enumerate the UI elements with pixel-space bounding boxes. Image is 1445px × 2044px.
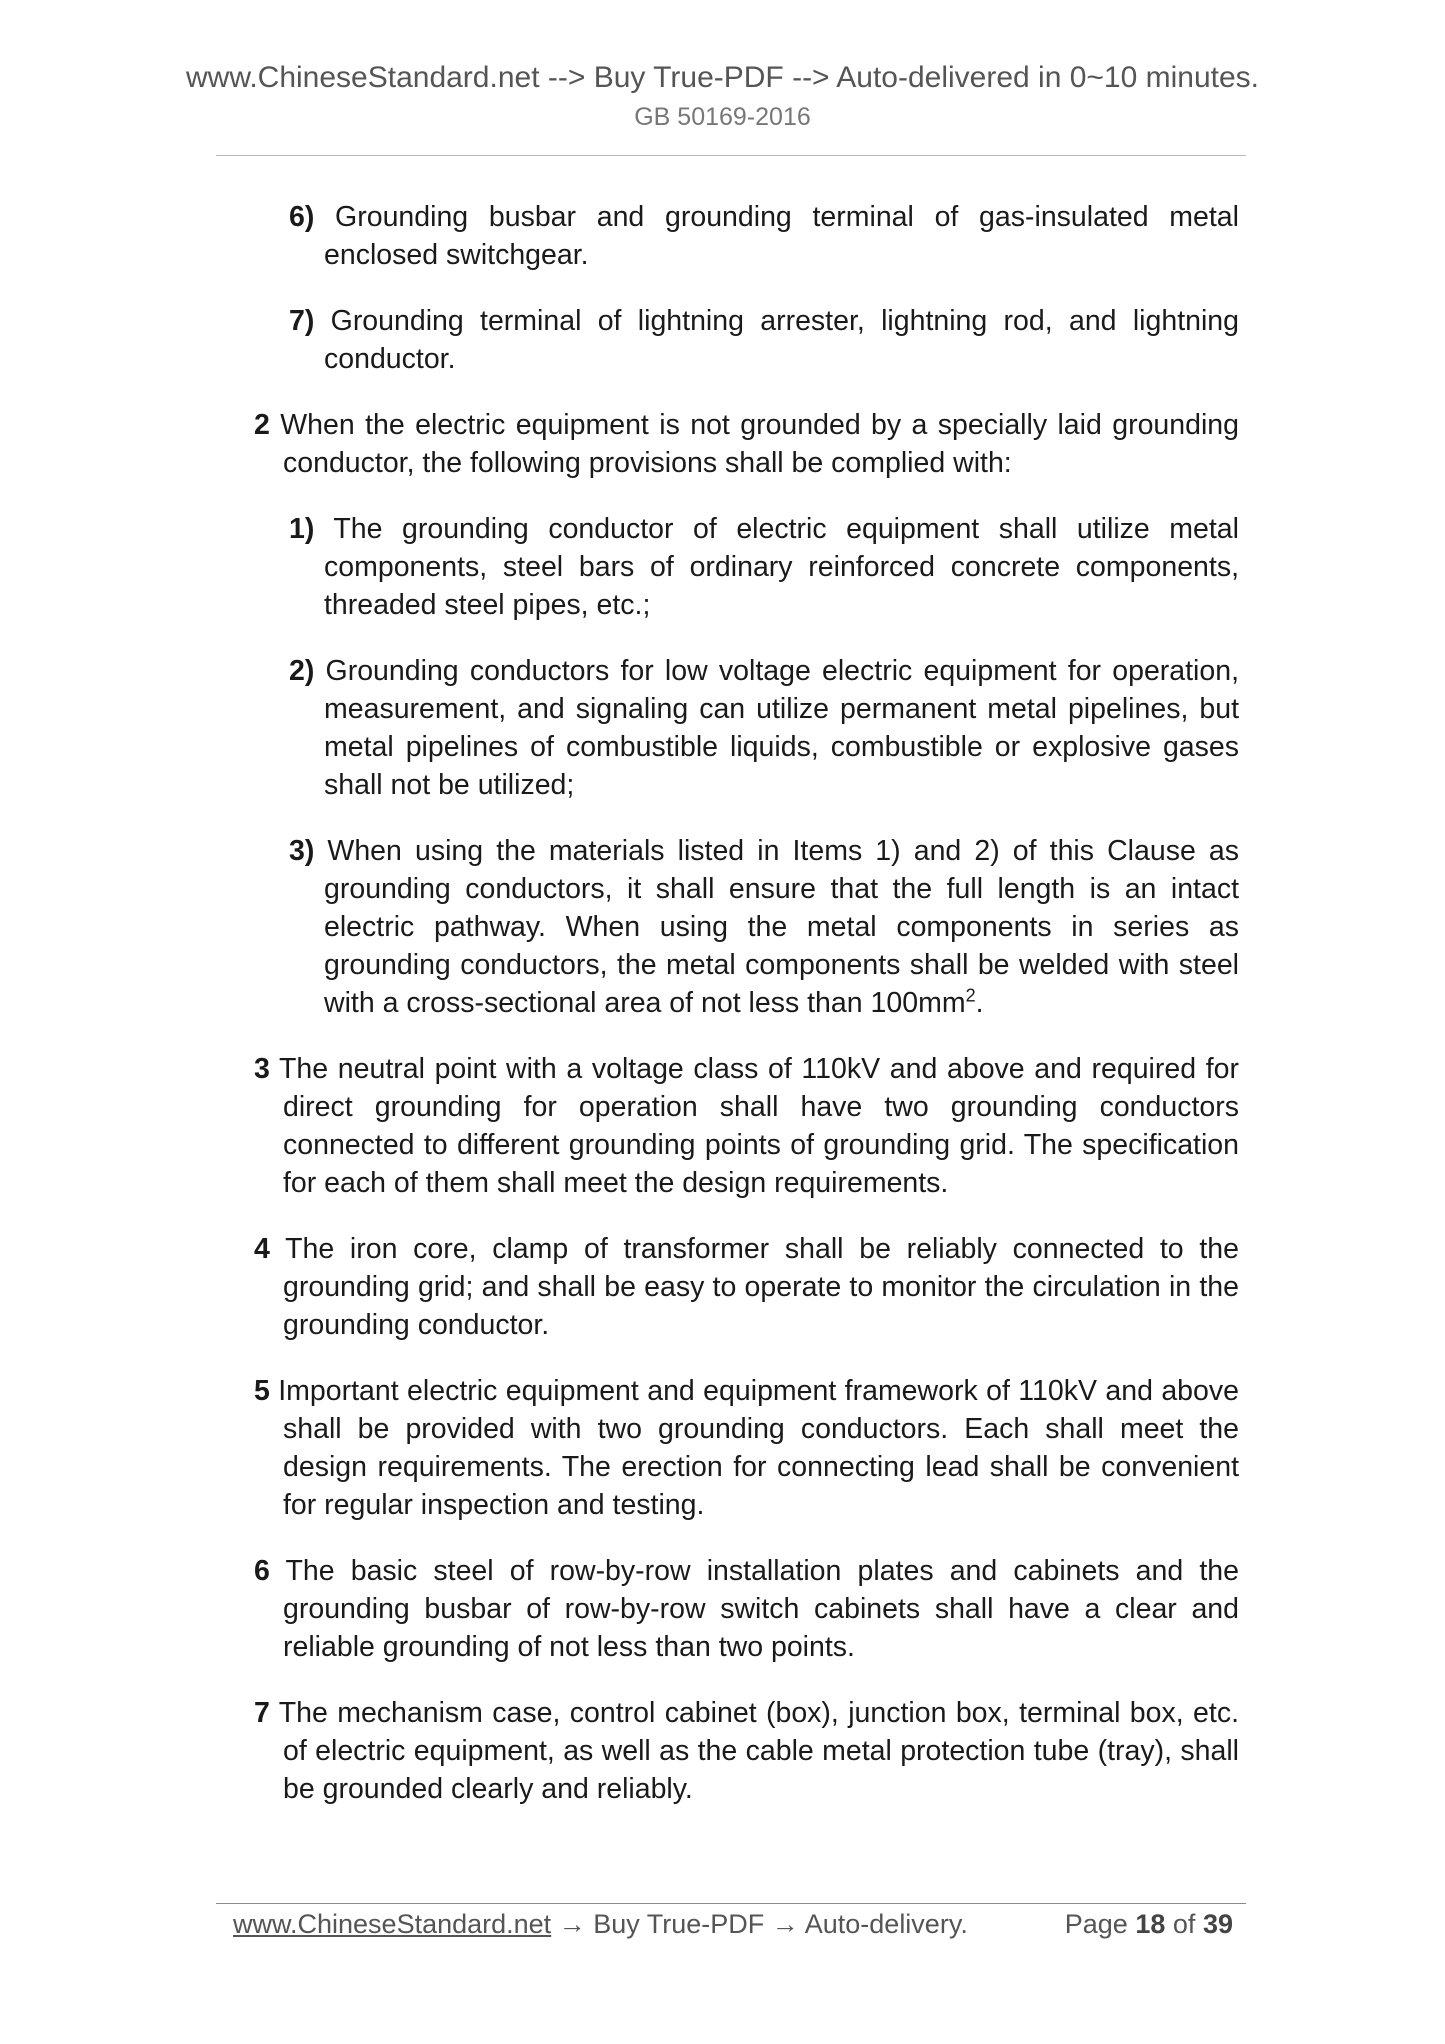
clause-number: 7 <box>254 1697 270 1729</box>
clause-text: The iron core, clamp of transformer shall be reliably connected to the grounding grid; and shall be easy to operate to monitor the circulation in the grounding conductor. <box>269 1233 1239 1341</box>
footer-divider <box>216 1903 1246 1904</box>
page-indicator <box>1065 1906 1233 1942</box>
clause-number: 2 <box>254 409 270 441</box>
list-item-2-metal-pipelines <box>289 652 1239 804</box>
item-text: Grounding terminal of lightning arrester, lightning rod, and lightning conductor. <box>314 305 1239 375</box>
item-number: 6) <box>289 201 315 233</box>
clause-number: 4 <box>254 1233 270 1265</box>
clause-number: 3 <box>254 1053 270 1085</box>
clause-6 <box>254 1552 1239 1666</box>
header-banner: www.ChineseStandard.net --> Buy True-PDF --> Auto-delivered in 0~10 minutes. <box>185 61 1260 94</box>
item-number: 7) <box>289 305 315 337</box>
page-footer <box>233 1906 1233 1946</box>
item-number: 3) <box>289 835 315 867</box>
footer-site-link[interactable]: www.ChineseStandard.net <box>233 1909 552 1939</box>
item-text-tail: . <box>975 987 984 1019</box>
footer-left <box>233 1906 968 1942</box>
footer-tagline: → Buy True-PDF → Auto-delivery. <box>551 1909 968 1939</box>
clause-3 <box>254 1050 1239 1202</box>
page-total: 39 <box>1202 1909 1233 1939</box>
clause-text: The neutral point with a voltage class of 110kV and above and required for direct grounding for operation shall have two grounding conductors connected to different grounding points of grounding grid. The specification for each of them shall meet the design requirements. <box>269 1053 1239 1199</box>
page-header <box>0 58 1445 134</box>
clause-text: The mechanism case, control cabinet (box), junction box, terminal box, etc. of electric equipment, as well as the cable metal protection tube (tray), shall be grounded clearly and reliably. <box>269 1697 1239 1805</box>
list-item-1-metal-components <box>289 510 1239 624</box>
item-text: Grounding conductors for low voltage electric equipment for operation, measurement, and signaling can utilize permanent metal pipelines, but metal pipelines of combustible liquids, combustible or explosive gases shall not be utilized; <box>314 655 1239 801</box>
page-number: 18 <box>1135 1909 1166 1939</box>
clause-text: Important electric equipment and equipment framework of 110kV and above shall be provided with two grounding conductors. Each shall meet the design requirements. The erection for connecting lead shall be convenient for regular inspection and testing. <box>269 1375 1239 1521</box>
clause-text: When the electric equipment is not grounded by a specially laid grounding conductor, the following provisions shall be complied with: <box>269 409 1239 479</box>
list-item-3-intact-pathway <box>289 832 1239 1022</box>
item-text: When using the materials listed in Items 1) and 2) of this Clause as grounding conductors, it shall ensure that the full length is an intact electric pathway. When using the metal components in series as grounding conductors, the metal components shall be welded with steel with a cross-sectional area of not less than 100mm <box>314 835 1239 1019</box>
of-label: of <box>1172 1909 1196 1939</box>
header-divider <box>216 155 1246 156</box>
standard-number: GB 50169-2016 <box>634 103 811 131</box>
item-text: The grounding conductor of electric equipment shall utilize metal components, steel bars of ordinary reinforced concrete components, threaded steel pipes, etc.; <box>314 513 1239 621</box>
document-body <box>254 198 1239 1836</box>
page-label: Page <box>1064 1909 1128 1939</box>
superscript: 2 <box>965 985 976 1006</box>
clause-number: 5 <box>254 1375 270 1407</box>
clause-number: 6 <box>254 1555 270 1587</box>
clause-7 <box>254 1694 1239 1808</box>
clause-5 <box>254 1372 1239 1524</box>
clause-4 <box>254 1230 1239 1344</box>
clause-text: The basic steel of row-by-row installation plates and cabinets and the grounding busbar of row-by-row switch cabinets shall have a clear and reliable grounding of not less than two points. <box>269 1555 1239 1663</box>
item-text: Grounding busbar and grounding terminal of gas-insulated metal enclosed switchgear. <box>314 201 1239 271</box>
item-number: 1) <box>289 513 315 545</box>
item-number: 2) <box>289 655 315 687</box>
list-item-7-lightning-grounding <box>289 302 1239 378</box>
list-item-6-gis-grounding <box>289 198 1239 274</box>
clause-2 <box>254 406 1239 482</box>
